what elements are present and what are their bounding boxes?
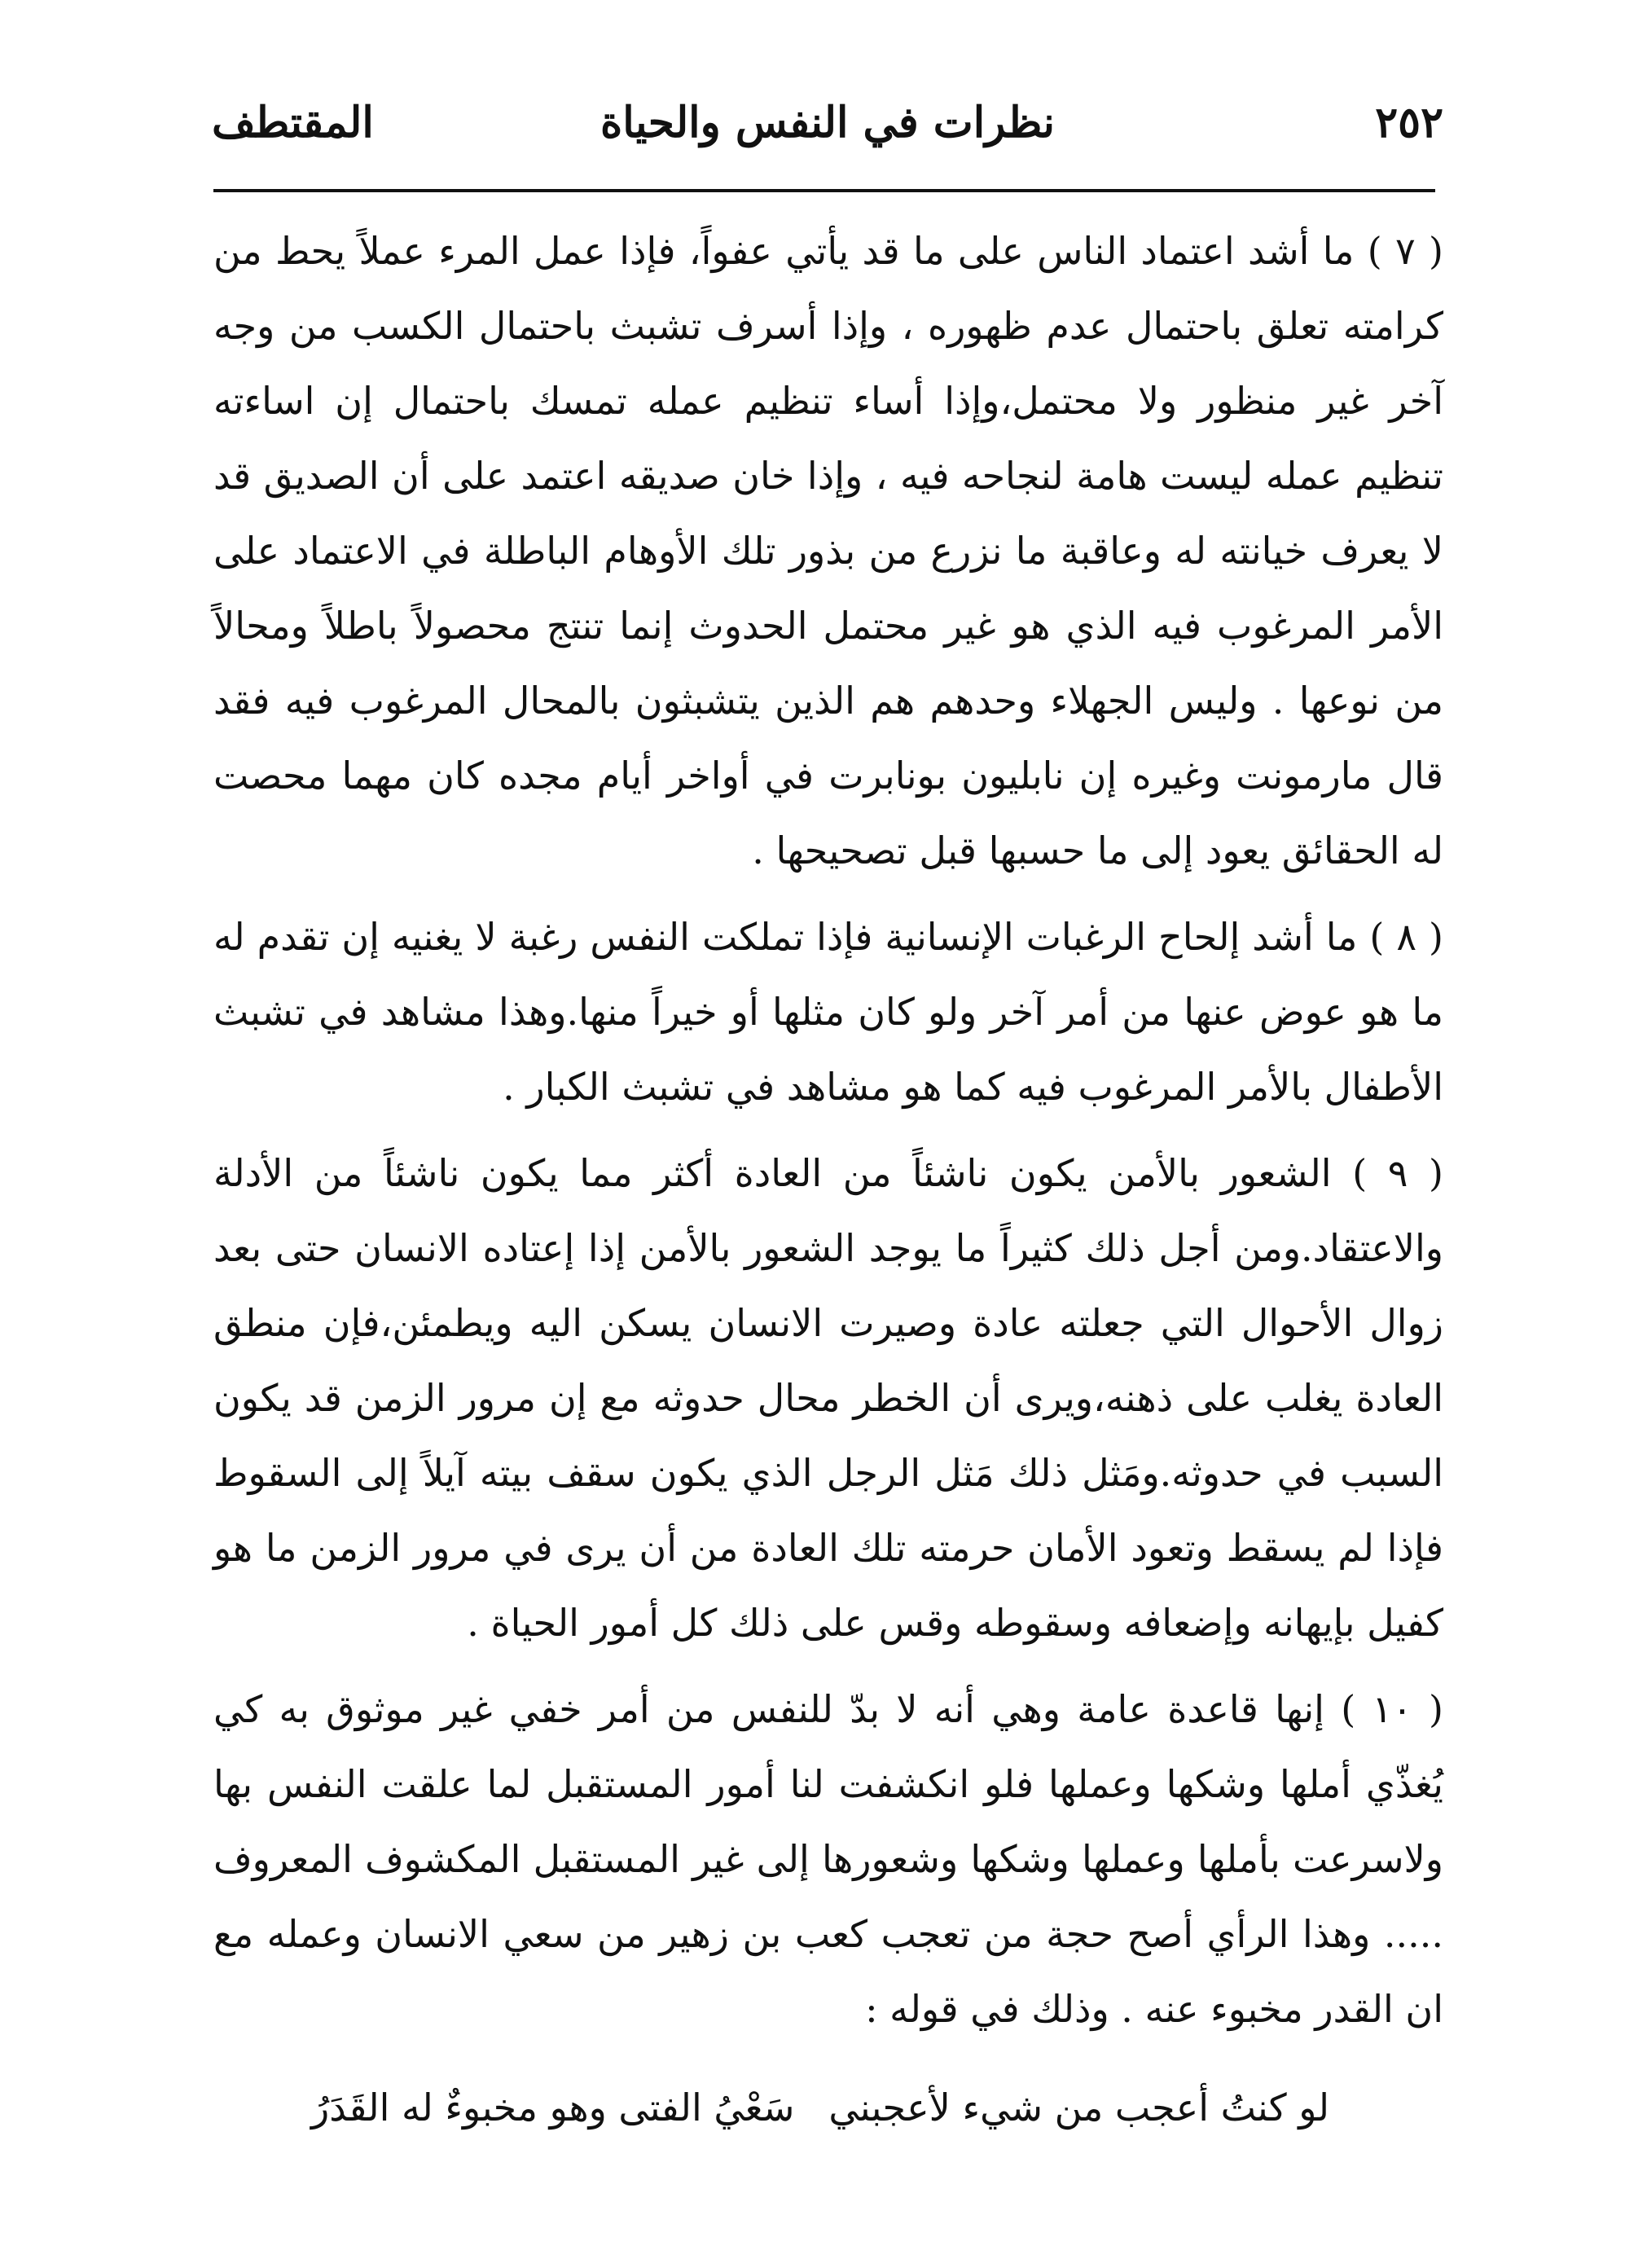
- article-title: نظرات في النفس والحياة: [600, 98, 1056, 147]
- paragraph-number: ( ٨ ): [1369, 915, 1443, 959]
- paragraph-number: ( ٧ ): [1367, 229, 1444, 273]
- paragraph-text: الشعور بالأمن يكون ناشئاً من العادة أكثر مما يكون ناشئاً من الأدلة والاعتقاد.ومن أجل ذلك كثيراً ما يوجد الشعور بالأمن إذا إعتاده الانسان حتى بعد زوال الأحوال التي جعلته عادة وصيرت الانسان يسكن اليه ويطمئن،فإن منطق العادة يغلب على ذهنه،ويرى أن الخطر محال حدوثه مع إن مرور الزمن قد يكون السبب في حدوثه.ومَثل ذلك مَثل الرجل الذي يكون سقف بيته آيلاً إلى السقوط فإذا لم يسقط وتعود الأمان حرمته تلك العادة من أن يرى في مرور الزمن ما هو كفيل بإيهانه وإضعافه وسقوطه وقس على ذلك كل أمور الحياة .: [213, 1151, 1443, 1645]
- header-divider: [213, 189, 1435, 192]
- journal-name: المقتطف: [212, 98, 374, 147]
- page-number: ٢٥٢: [1375, 98, 1443, 147]
- paragraph-number: ( ٩ ): [1352, 1151, 1443, 1195]
- paragraph-10: [213, 1672, 1443, 2046]
- poem-verse: [246, 2086, 1403, 2151]
- verse-first-hemistich: لو كنتُ أعجب من شيء لأعجبني: [828, 2086, 1329, 2130]
- paragraph-text: ما أشد إلحاح الرغبات الإنسانية فإذا تملكت النفس رغبة لا يغنيه إن تقدم له ما هو عوض عنها من أمر آخر ولو كان مثلها أو خيراً منها.وهذا مشاهد في تشبث الأطفال بالأمر المرغوب فيه كما هو مشاهد في تشبث الكبار .: [213, 915, 1443, 1109]
- paragraph-8: [213, 899, 1443, 1124]
- paragraph-text: إنها قاعدة عامة وهي أنه لا بدّ للنفس من أمر خفي غير موثوق به كي يُغذّي أملها وشكها وعملها فلو انكشفت لنا أمور المستقبل لما علقت النفس بها ولاسرعت بأملها وعملها وشكها وشعورها إلى غير المستقبل المكشوف المعروف ..... وهذا الرأي أصح حجة من تعجب كعب بن زهير من سعي الانسان وعمله مع ان القدر مخبوء عنه . وذلك في قوله :: [213, 1687, 1443, 2031]
- article-body: [213, 213, 1443, 2046]
- paragraph-text: ما أشد اعتماد الناس على ما قد يأتي عفواً، فإذا عمل المرء عملاً يحط من كرامته تعلق باحتمال عدم ظهوره ، وإذا أسرف تشبث باحتمال الكسب من وجه آخر غير منظور ولا محتمل،وإذا أساء تنظيم عمله تمسك باحتمال إن اساءته تنظيم عمله ليست هامة لنجاحه فيه ، وإذا خان صديقه اعتمد على أن الصديق قد لا يعرف خيانته له وعاقبة ما نزرع من بذور تلك الأوهام الباطلة في الاعتماد على الأمر المرغوب فيه الذي هو غير محتمل الحدوث إنما تنتج محصولاً باطلاً ومحالاً من نوعها . وليس الجهلاء وحدهم هم الذين يتشبثون بالمحال المرغوب فيه فقد قال مارمونت وغيره إن نابليون بونابرت في أواخر أيام مجده كان مهما محصت له الحقائق يعود إلى ما حسبها قبل تصحيحها .: [213, 229, 1443, 872]
- running-header: [212, 98, 1443, 171]
- paragraph-9: [213, 1136, 1443, 1660]
- verse-second-hemistich: سَعْيُ الفتى وهو مخبوءٌ له القَدَرُ: [311, 2086, 795, 2130]
- paragraph-number: ( ١٠ ): [1341, 1687, 1443, 1731]
- paragraph-7: [213, 213, 1443, 888]
